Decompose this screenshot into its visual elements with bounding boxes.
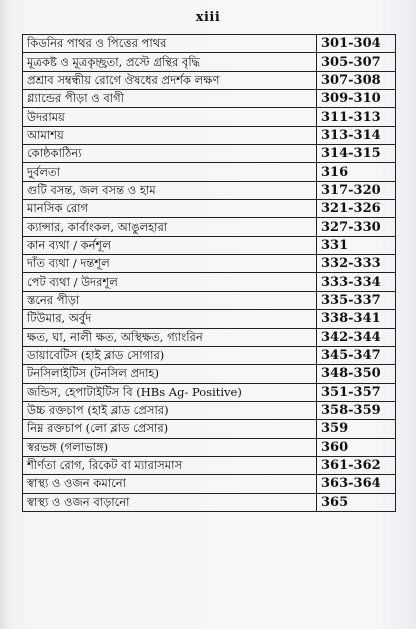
table-row [23,383,396,401]
toc-pages: 360 [317,438,396,456]
toc-pages: 358-359 [317,401,396,419]
page-number: xiii [195,10,221,25]
table-row [23,35,396,53]
toc-pages: 361-362 [317,456,396,474]
toc-pages: 301-304 [317,35,396,53]
table-row [23,108,396,126]
toc-pages: 313-314 [317,126,396,144]
table-row [23,310,396,328]
toc-topic: কোষ্ঠকাঠিন্য [23,145,317,163]
toc-pages: 307-308 [317,71,396,89]
toc-pages: 363-364 [317,475,396,493]
table-row [23,493,396,511]
table-of-contents [22,34,396,512]
page-binding-shadow [0,0,10,629]
table-row [23,365,396,383]
toc-topic: ডায়াবেটিস (হাই ব্লাড সোগার) [23,346,317,364]
toc-body [23,35,396,512]
toc-pages: 314-315 [317,145,396,163]
table-row [23,401,396,419]
toc-pages: 332-333 [317,255,396,273]
toc-topic: উচ্চ রক্তচাপ (হাই ব্লাড প্রেসার) [23,401,317,419]
table-row [23,456,396,474]
toc-topic: স্বাস্থ্য ও ওজন কমানো [23,475,317,493]
toc-pages: 351-357 [317,383,396,401]
toc-pages: 327-330 [317,218,396,236]
table-row [23,218,396,236]
toc-topic: স্বাস্থ্য ও ওজন বাড়ানো [23,493,317,511]
table-row [23,90,396,108]
toc-pages: 333-334 [317,273,396,291]
toc-pages: 365 [317,493,396,511]
toc-topic: প্রশ্রাব সম্বন্ধীয় রোগে ঔষধের প্রদর্শক লক্ষণ [23,71,317,89]
toc-pages: 338-341 [317,310,396,328]
toc-topic: কান ব্যথা / কর্নশূল [23,236,317,254]
toc-pages: 331 [317,236,396,254]
table-row [23,200,396,218]
toc-topic: ক্যান্সার, কার্বাংকল, আঙুলহারা [23,218,317,236]
toc-topic: জন্ডিস, হেপাটাইটিস বি (HBs Ag- Positive) [23,383,317,401]
table-row [23,420,396,438]
toc-topic: স্বরভঙ্গ (গলাভাঙ্গ) [23,438,317,456]
toc-topic: দুর্বলতা [23,163,317,181]
table-row [23,181,396,199]
toc-topic: পেট ব্যথা / উদরশূল [23,273,317,291]
toc-topic: স্তনের পীড়া [23,291,317,309]
toc-topic: মূত্রকষ্ট ও মূত্রকৃচ্ছ্রতা, প্রস্টে গ্রন্থির বৃদ্ধি [23,53,317,71]
table-row [23,438,396,456]
table-row [23,346,396,364]
toc-pages: 316 [317,163,396,181]
toc-pages: 335-337 [317,291,396,309]
toc-pages: 311-313 [317,108,396,126]
toc-topic: গ্ল্যান্ডের পীড়া ও বাগী [23,90,317,108]
toc-pages: 305-307 [317,53,396,71]
table-row [23,163,396,181]
toc-pages: 317-320 [317,181,396,199]
toc-topic: মানসিক রোগ [23,200,317,218]
toc-pages: 359 [317,420,396,438]
toc-topic: কিডনির পাথর ও পিত্তের পাথর [23,35,317,53]
toc-topic: টিউমার, অর্বুদ [23,310,317,328]
table-row [23,291,396,309]
table-row [23,236,396,254]
table-row [23,71,396,89]
table-row [23,273,396,291]
toc-topic: টনসিলাইটিস (টনসিল প্রদাহ) [23,365,317,383]
table-row [23,126,396,144]
table-row [23,255,396,273]
toc-pages: 348-350 [317,365,396,383]
toc-pages: 342-344 [317,328,396,346]
toc-pages: 345-347 [317,346,396,364]
table-row [23,145,396,163]
toc-topic: ক্ষত, ঘা, নালী ক্ষত, অস্থিক্ষত, গ্যাংরিন [23,328,317,346]
toc-topic: নিম্ন রক্তচাপ (লো ব্লাড প্রেসার) [23,420,317,438]
toc-pages: 321-326 [317,200,396,218]
table-row [23,475,396,493]
toc-topic: আমাশয় [23,126,317,144]
toc-topic: দাঁত ব্যথা / দন্তশূল [23,255,317,273]
toc-topic: শীর্ণতা রোগ, রিকেট বা ম্যারাসমাস [23,456,317,474]
toc-pages: 309-310 [317,90,396,108]
table-row [23,328,396,346]
toc-topic: গুটি বসন্ত, জল বসন্ত ও হাম [23,181,317,199]
table-row [23,53,396,71]
toc-topic: উদরাময় [23,108,317,126]
